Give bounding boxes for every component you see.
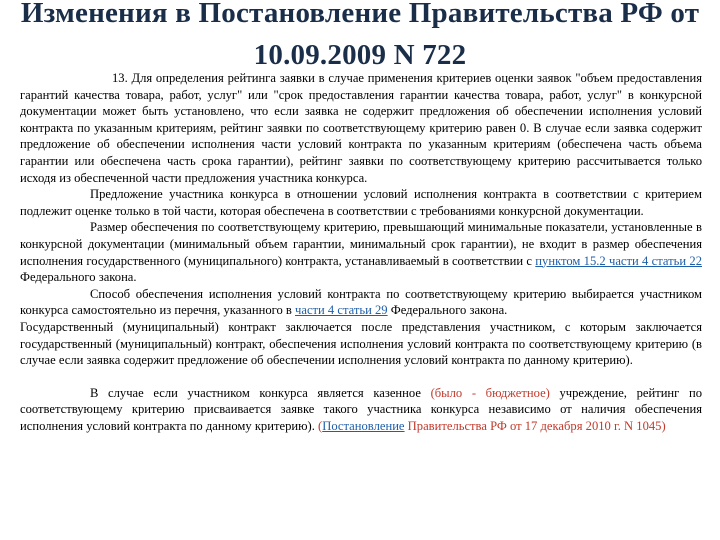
spacer: [20, 369, 702, 385]
title-line-2: 10.09.2009 N 722: [253, 39, 467, 71]
law-link-point-15-2[interactable]: пунктом 15.2 части 4 статьи 22: [535, 253, 702, 268]
paragraph-state-text-2: учреждение, рейтинг по соответствующему критерию присваивается заявке такого участника конкурса независимо от наличия обеспечения исполнения условий контракта по данному критерию).: [20, 385, 703, 433]
changed-note: (было - бюджетное): [430, 385, 550, 400]
paragraph-security-size: [20, 219, 702, 285]
reference-open: (: [318, 418, 323, 433]
law-link-part-4-article-29[interactable]: части 4 статьи 29: [295, 303, 388, 318]
paragraph-13: 13. Для определения рейтинга заявки в случае применения критериев оценки заявок "объем предоставления гарантий качества товара, работ, услуг" или "срок предоставления гарантии качества товара, работ, услуг" в конкурсной документации может быть установлено, что если заявка не содержит предложения об обеспечении исполнения условий контракта по указанным критериям, рейтинг заявки по соответствующему критерию равен 0. В случае если заявка содержит предложение об обеспечении исполнения части условий контракта по указанным критериям (обеспечена часть объема гарантии или обеспечена часть срока гарантии), рейтинг заявки по соответствующему критерию рассчитывается только исходя из обеспеченной части предложения участника конкурса.: [20, 71, 702, 185]
reference-rest: Правительства РФ от 17 декабря 2010 г. N 1045): [404, 418, 666, 433]
paragraph-security-size-after: Федерального закона.: [20, 270, 137, 285]
paragraph-state-institution: [20, 385, 702, 435]
paragraph-state-text-1: В случае если участником конкурса является казенное: [90, 385, 431, 400]
paragraph-security-method-text: Способ обеспечения исполнения условий контракта по соответствующему критерию выбирается участником конкурса самостоятельно из перечня, указанного в: [20, 286, 702, 318]
paragraph-security-method-after: Федерального закона.: [387, 303, 508, 318]
document-body: [20, 70, 702, 434]
paragraph-contract: Государственный (муниципальный) контракт заключается после представления участником, с которым заключается государственный (муниципальный) контракт, обеспечения исполнения условий контракта по соответствующему критерию (в случае если заявка содержит предложение об обеспечении исполнения условий контракта по данному критерию).: [20, 319, 702, 368]
paragraph-offer: Предложение участника конкурса в отношении условий исполнения контракта в соответствии с критерием подлежит оценке только в той части, которая обеспечена в соответствии с требованиями конкурсной документации.: [20, 187, 702, 218]
paragraph-security-size-text: Размер обеспечения по соответствующему критерию, превышающий минимальные показатели, установленные в конкурсной документации (минимальный объем гарантии, минимальный срок гарантии), не входит в размер обеспечения исполнения государственного (муниципального) контракта, устанавливаемый в соответствии с: [20, 220, 702, 268]
title-line-1: Изменения в Постановление Правительства РФ от: [20, 0, 700, 29]
paragraph-security-method: [20, 286, 702, 319]
resolution-link[interactable]: Постановление: [322, 418, 405, 433]
